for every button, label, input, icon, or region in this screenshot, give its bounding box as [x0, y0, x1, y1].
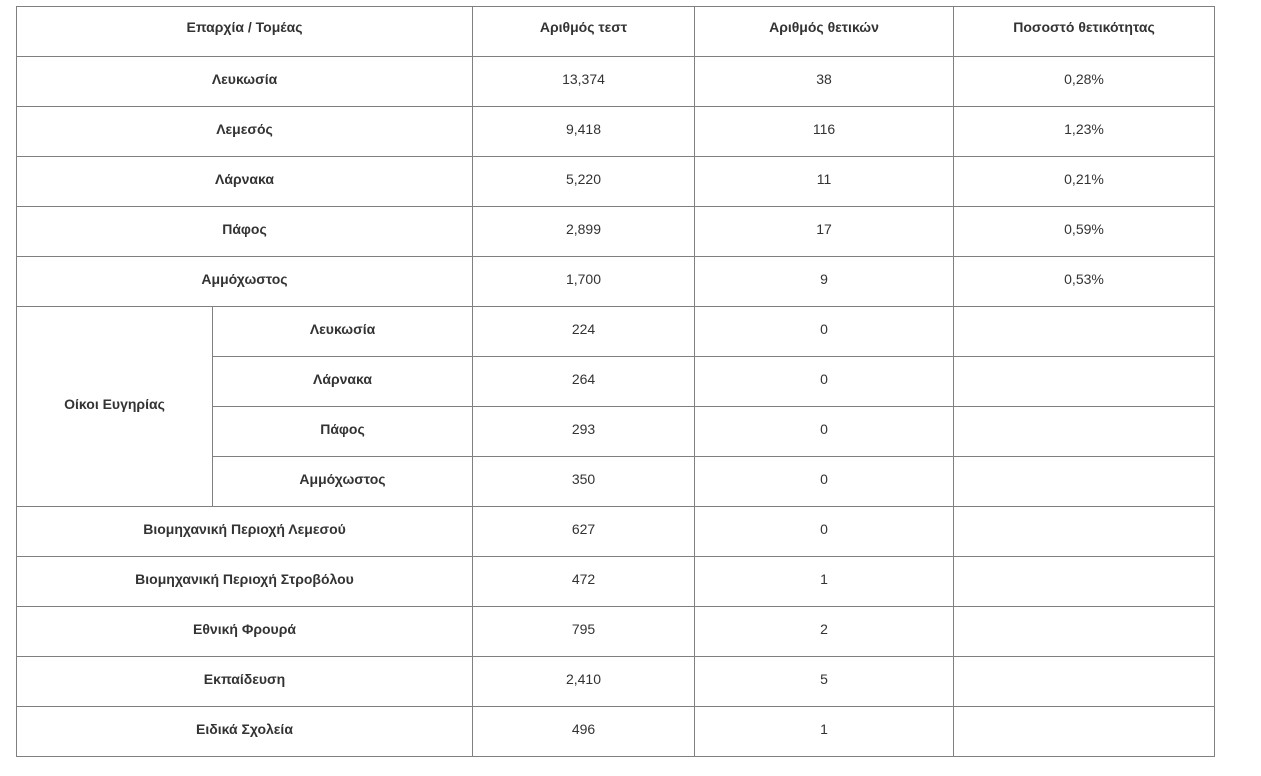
- rate-cell: [954, 657, 1215, 707]
- tests-cell: 350: [473, 457, 695, 507]
- positives-cell: 0: [695, 357, 954, 407]
- region-cell: Λεμεσός: [17, 107, 473, 157]
- positives-cell: 38: [695, 57, 954, 107]
- positives-cell: 1: [695, 557, 954, 607]
- region-cell: Εθνική Φρουρά: [17, 607, 473, 657]
- tests-cell: 627: [473, 507, 695, 557]
- positives-cell: 0: [695, 407, 954, 457]
- rate-cell: [954, 557, 1215, 607]
- table-row: [17, 207, 1215, 257]
- sub-region-cell: Πάφος: [213, 407, 473, 457]
- region-cell: Λάρνακα: [17, 157, 473, 207]
- tests-cell: 5,220: [473, 157, 695, 207]
- rate-cell: [954, 507, 1215, 557]
- sub-region-cell: Αμμόχωστος: [213, 457, 473, 507]
- tests-cell: 293: [473, 407, 695, 457]
- header-region: Επαρχία / Τομέας: [17, 7, 473, 57]
- positives-cell: 116: [695, 107, 954, 157]
- rate-cell: [954, 607, 1215, 657]
- tests-cell: 224: [473, 307, 695, 357]
- table-row: [17, 107, 1215, 157]
- table-row: [17, 657, 1215, 707]
- table-row: [17, 157, 1215, 207]
- positives-cell: 17: [695, 207, 954, 257]
- tests-cell: 13,374: [473, 57, 695, 107]
- region-cell: Ειδικά Σχολεία: [17, 707, 473, 757]
- region-cell: Βιομηχανική Περιοχή Λεμεσού: [17, 507, 473, 557]
- rate-cell: [954, 307, 1215, 357]
- positives-cell: 1: [695, 707, 954, 757]
- tests-cell: 2,410: [473, 657, 695, 707]
- tests-cell: 795: [473, 607, 695, 657]
- positives-cell: 0: [695, 457, 954, 507]
- header-tests: Αριθμός τεστ: [473, 7, 695, 57]
- region-cell: Λευκωσία: [17, 57, 473, 107]
- tests-cell: 2,899: [473, 207, 695, 257]
- table-row: [17, 307, 1215, 357]
- table-row: [17, 57, 1215, 107]
- rate-cell: [954, 357, 1215, 407]
- positives-cell: 0: [695, 307, 954, 357]
- tests-cell: 9,418: [473, 107, 695, 157]
- region-cell: Βιομηχανική Περιοχή Στροβόλου: [17, 557, 473, 607]
- table-row: [17, 607, 1215, 657]
- tests-cell: 496: [473, 707, 695, 757]
- care-homes-group-label: Οίκοι Ευγηρίας: [17, 307, 213, 507]
- rate-cell: [954, 457, 1215, 507]
- region-cell: Πάφος: [17, 207, 473, 257]
- sub-region-cell: Λάρνακα: [213, 357, 473, 407]
- tests-cell: 1,700: [473, 257, 695, 307]
- rate-cell: [954, 707, 1215, 757]
- header-positives: Αριθμός θετικών: [695, 7, 954, 57]
- table-row: [17, 257, 1215, 307]
- positives-cell: 11: [695, 157, 954, 207]
- rate-cell: 0,59%: [954, 207, 1215, 257]
- positives-cell: 2: [695, 607, 954, 657]
- rate-cell: 0,21%: [954, 157, 1215, 207]
- rate-cell: 0,53%: [954, 257, 1215, 307]
- results-table: [16, 6, 1215, 757]
- table-row: [17, 707, 1215, 757]
- table-row: [17, 507, 1215, 557]
- rate-cell: 0,28%: [954, 57, 1215, 107]
- region-cell: Αμμόχωστος: [17, 257, 473, 307]
- tests-cell: 472: [473, 557, 695, 607]
- region-cell: Εκπαίδευση: [17, 657, 473, 707]
- sub-region-cell: Λευκωσία: [213, 307, 473, 357]
- positives-cell: 5: [695, 657, 954, 707]
- positives-cell: 9: [695, 257, 954, 307]
- header-rate: Ποσοστό θετικότητας: [954, 7, 1215, 57]
- positives-cell: 0: [695, 507, 954, 557]
- rate-cell: [954, 407, 1215, 457]
- rate-cell: 1,23%: [954, 107, 1215, 157]
- header-row: [17, 7, 1215, 57]
- tests-cell: 264: [473, 357, 695, 407]
- table-row: [17, 557, 1215, 607]
